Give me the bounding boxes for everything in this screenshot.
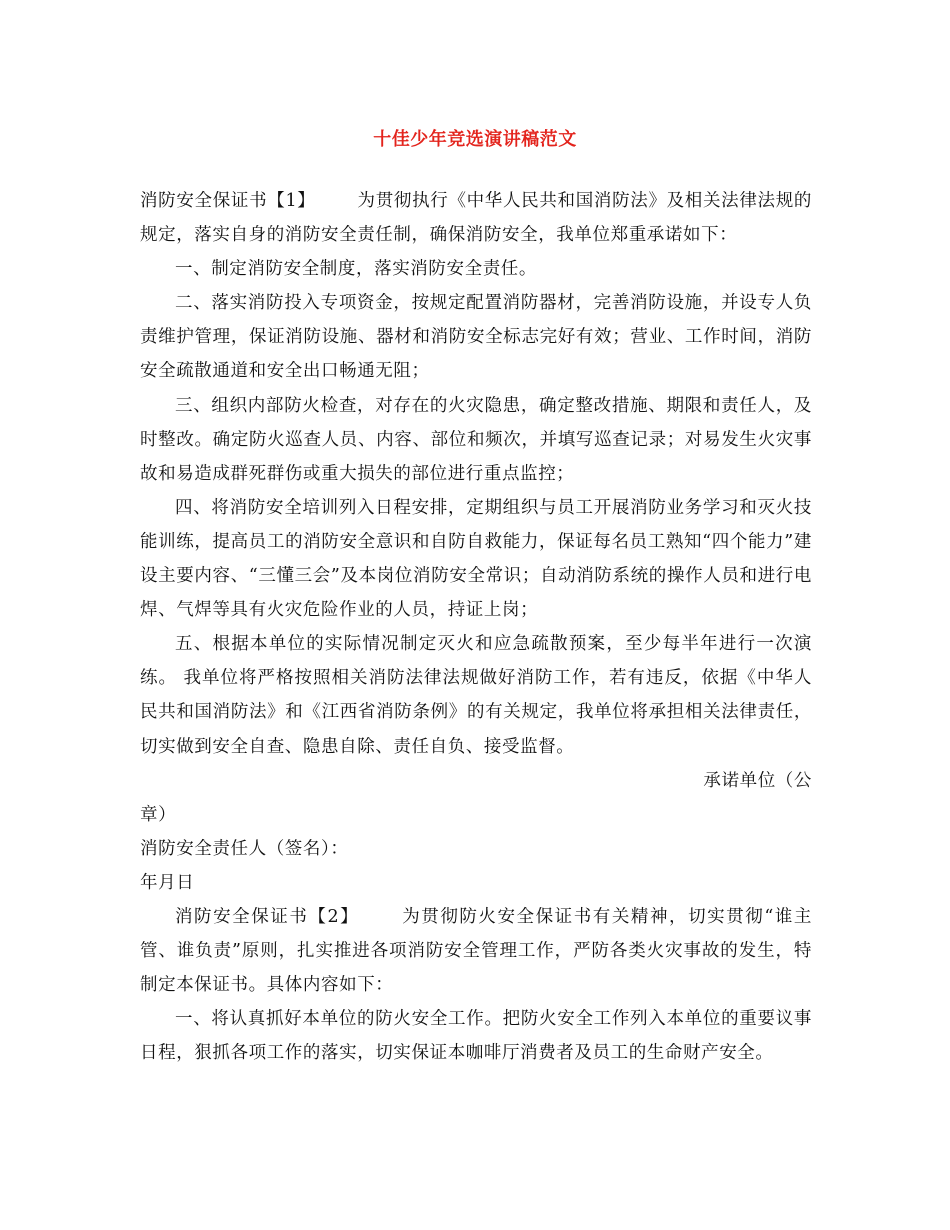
document-title: 十佳少年竞选演讲稿范文 — [373, 129, 577, 150]
document-body — [140, 184, 812, 1070]
section2-item-1: 一、将认真抓好本单位的防火安全工作。把防火安全工作列入本单位的重要议事日程，狠抓各项工作的落实，切实保证本咖啡厅消费者及员工的生命财产安全。 — [140, 1009, 812, 1064]
section2-heading: 消防安全保证书【2】 — [175, 906, 360, 927]
section1-item-5: 五、根据本单位的实际情况制定灭火和应急疏散预案，至少每半年进行一次演练。 我单位将严格按照相关消防法律法规做好消防工作，若有违反，依据《中华人民共和国消防法》和《江西省消防条例》的有关规定，我单位将承担相关法律责任，切实做到安全自查、隐患自除、责任自负、接受监督。 — [140, 634, 812, 757]
section1-intro: 为贯彻执行《中华人民共和国消防法》及相关法律法规的规定，落实自身的消防安全责任制，确保消防安全，我单位郑重承诺如下： — [140, 191, 812, 246]
section1-item-4: 四、将消防安全培训列入日程安排，定期组织与员工开展消防业务学习和灭火技能训练，提高员工的消防安全意识和自防自救能力，保证每名员工熟知“四个能力”建设主要内容、“三懂三会”及本岗位消防安全常识；自动消防系统的操作人员和进行电焊、气焊等具有火灾危险作业的人员，持证上岗； — [140, 497, 812, 621]
sign-unit-line: 承诺单位（公 — [703, 770, 812, 791]
sign-unit-continued: 章） — [140, 804, 177, 825]
sign-person: 消防安全责任人（签名）： — [140, 838, 349, 859]
section2-intro: 为贯彻防火安全保证书有关精神，切实贯彻“谁主管、谁负责”原则，扎实推进各项消防安全管理工作，严防各类火灾事故的发生，特制定本保证书。具体内容如下： — [140, 906, 812, 996]
section2-intro-paragraph — [140, 900, 812, 1002]
section1-item-2: 二、落实消防投入专项资金，按规定配置消防器材，完善消防设施，并设专人负责维护管理，保证消防设施、器材和消防安全标志完好有效；营业、工作时间，消防安全疏散通道和安全出口畅通无阻； — [140, 293, 812, 382]
section1-item-3: 三、组织内部防火检查，对存在的火灾隐患，确定整改措施、期限和责任人，及时整改。确定防火巡查人员、内容、部位和频次，并填写巡查记录；对易发生火灾事故和易造成群死群伤或重大损失的部位进行重点监控； — [140, 395, 812, 484]
section1-heading: 消防安全保证书【1】 — [140, 191, 316, 211]
sign-date: 年月日 — [140, 872, 195, 893]
section1-item-1: 一、制定消防安全制度，落实消防安全责任。 — [175, 259, 537, 280]
section1-intro-paragraph — [140, 184, 812, 252]
